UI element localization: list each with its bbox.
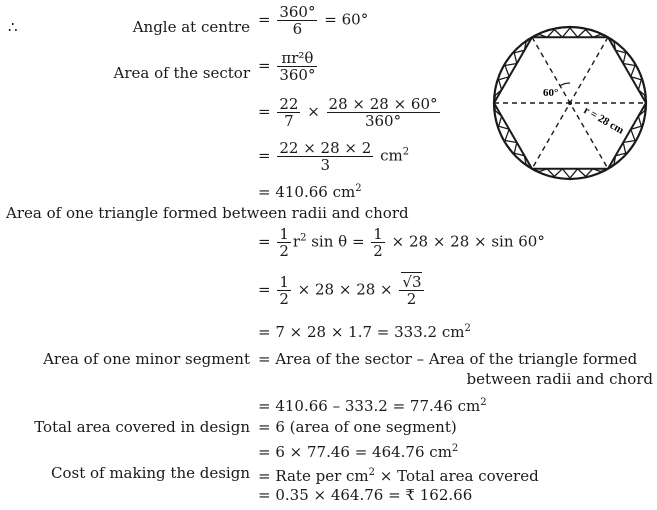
- half-den-a: 2: [279, 242, 289, 260]
- cost-expr: = Rate per $cm^2$ × Total area covered: [258, 467, 539, 485]
- half-den-d: 2: [406, 290, 417, 308]
- angle-arc: [560, 83, 571, 86]
- total-value-exp: 2: [451, 443, 459, 454]
- t1-r: r: [292, 232, 301, 251]
- cost-label: Cost of making the design: [50, 464, 250, 482]
- sector-num: πr²θ: [277, 50, 317, 67]
- hexagon-in-circle-figure: [485, 18, 655, 188]
- half-den-b: 2: [373, 242, 383, 260]
- triangle-area-label: Area of one triangle formed between radii and chord: [6, 204, 409, 222]
- s2-a-den: 7: [284, 112, 294, 130]
- s3-den: 3: [320, 156, 331, 174]
- cost-expr-b: × Total area covered: [379, 467, 539, 485]
- t3-text: 7 × 28 × 1.7 = 333.2 cm: [275, 323, 465, 341]
- angle-num: 360°: [279, 3, 316, 21]
- angle-60-label: 60°: [543, 87, 559, 99]
- minor-segment-value: = 410.66 – 333.2 = 77.46 $cm^2$: [258, 397, 487, 415]
- seg-value-exp: 2: [480, 397, 487, 408]
- seg-value-text: 410.66 – 333.2 = 77.46 cm: [275, 397, 481, 415]
- s2-a-num: 22: [279, 95, 299, 113]
- sector-area-formula: = $\frac{\text{πr²θ}}{360^\circ}$: [258, 49, 316, 84]
- sector-area-value: = 410.66 $cm^2$: [258, 183, 362, 201]
- t2-a: × 28 × 28 ×: [297, 280, 393, 299]
- minor-segment-label: Area of one minor segment: [43, 350, 250, 368]
- t1-rest: × 28 × 28 × sin 60°: [391, 232, 545, 251]
- cost-expr-exp: 2: [368, 467, 376, 478]
- s4-exp: 2: [355, 183, 362, 194]
- sector-area-substitution: = $\frac{22}{7}$ × $\frac{28 \times 28 \times 60^\circ}{360^\circ}$: [258, 95, 438, 130]
- sqrt-three: √3: [402, 273, 422, 291]
- cost-expr-a: Rate per cm: [275, 467, 369, 485]
- half-num-b: 1: [373, 225, 383, 243]
- triangle-area-formula: = $\frac{1}{2}$ $r^2$ sin θ = $\frac{1}{2}$ × 28 × 28 × sin 60°: [258, 225, 545, 260]
- t3-exp: 2: [464, 323, 471, 334]
- minor-segment-expr: = Area of the sector – Area of the triangle formed: [258, 350, 638, 368]
- cost-value: = 0.35 × 464.76 = ₹ 162.66: [258, 486, 473, 504]
- s3-unit: cm: [380, 146, 403, 165]
- angle-den: 6: [292, 20, 303, 38]
- minor-segment-expr-cont: between radii and chord: [466, 370, 653, 388]
- angle-at-centre-label: Angle at centre: [132, 18, 250, 36]
- radius-label: r = 28 cm: [581, 104, 626, 137]
- s4-text: 410.66 cm: [275, 183, 356, 201]
- s2-b-num: 28 × 28 × 60°: [328, 95, 438, 113]
- total-area-expr: = 6 (area of one segment): [258, 418, 457, 436]
- angle-at-centre-expr: = $\frac{360^\circ}{6}$ = 60°: [258, 3, 369, 38]
- angle-result: = 60°: [324, 10, 369, 29]
- half-num-c: 1: [279, 273, 289, 291]
- sector-area-label: Area of the sector: [113, 64, 250, 82]
- total-area-label: Total area covered in design: [34, 418, 250, 436]
- half-num-a: 1: [279, 225, 289, 243]
- triangle-area-substitution: = $\frac{1}{2}$ × 28 × 28 × $\frac{√3}{2}$: [258, 273, 422, 308]
- triangle-area-value: = 7 × 28 × 1.7 = 333.2 $cm^2$: [258, 323, 471, 341]
- sector-den: 360°: [279, 66, 316, 84]
- total-value-text: 6 × 77.46 = 464.76 cm: [275, 443, 452, 461]
- sector-area-simplified: = $\frac{22 \times 28 \times 2}{3}$ $cm^2$: [258, 139, 410, 174]
- segment-expr-text: Area of the sector – Area of the triangle formed: [275, 350, 638, 368]
- s3-unit-exp: 2: [402, 146, 410, 158]
- s3-num: 22 × 28 × 2: [279, 139, 372, 157]
- total-area-value: = 6 × 77.46 = 464.76 $cm^2$: [258, 443, 459, 461]
- half-den-c: 2: [279, 290, 289, 308]
- t1-sin: sin θ =: [311, 232, 365, 251]
- total-expr-text: 6 (area of one segment): [275, 418, 457, 436]
- s2-b-den: 360°: [364, 112, 402, 130]
- therefore-symbol: ∴: [8, 18, 18, 36]
- t1-r-exp: 2: [300, 232, 307, 244]
- cost-value-text: 0.35 × 464.76 = ₹ 162.66: [275, 486, 473, 504]
